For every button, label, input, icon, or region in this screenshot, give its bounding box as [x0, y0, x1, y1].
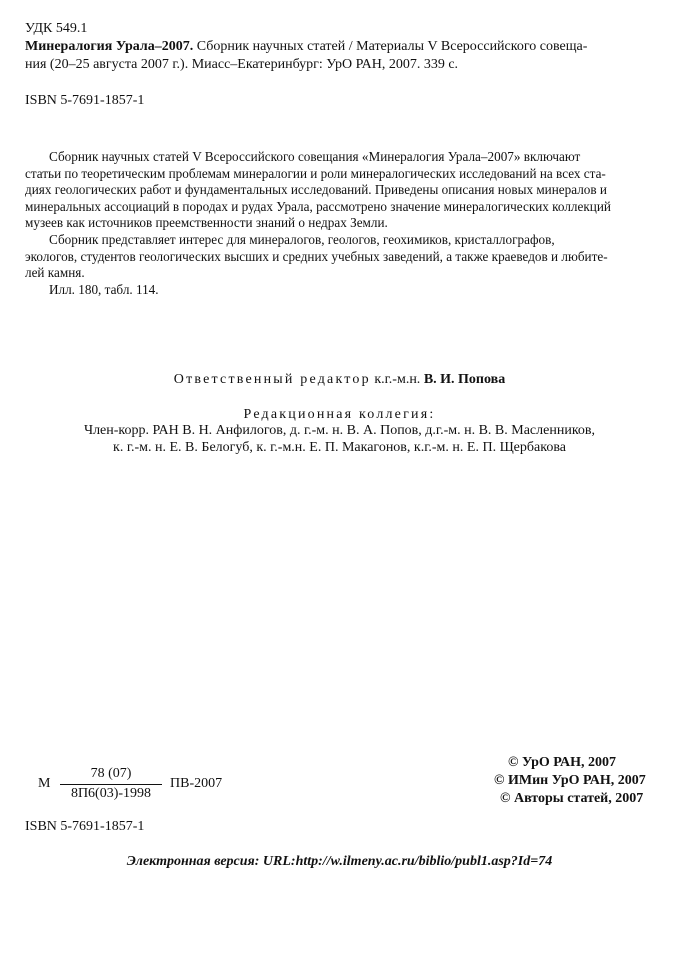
editorial-board-label: Редакционная коллегия:	[243, 407, 436, 422]
annotation-line: минеральных ассоциаций в породах и рудах Урала, рассмотрено значение минералогических коллекций	[25, 198, 611, 214]
annotation-line: лей камня.	[25, 265, 85, 281]
resp-editor-degree: к.г.-м.н.	[370, 372, 424, 387]
isbn-top: ISBN 5-7691-1857-1	[25, 93, 145, 108]
book-title: Минералогия Урала–2007.	[25, 39, 194, 54]
annotation-line: музеев как источников преемственности знаний о недрах Земли.	[25, 215, 388, 231]
copyright-line: © Авторы статей, 2007	[500, 791, 644, 806]
annotation-line: статьи по теоретическим проблемам минералогии и роли минералогических исследований на всех ста-	[25, 165, 606, 181]
annotation-line: Сборник представляет интерес для минералогов, геологов, геохимиков, кристаллографов,	[49, 231, 555, 247]
imprint-pv: ПВ-2007	[170, 776, 223, 791]
editorial-board-line: Член-корр. РАН В. Н. Анфилогов, д. г.-м. н. В. А. Попов, д.г.-м. н. В. В. Масленников,	[83, 423, 596, 438]
bibliographic-description	[25, 38, 648, 74]
annotation-line: диях геологических работ и фундаментальных исследований. Приведены описания новых минералов и	[25, 182, 607, 198]
bib-rest: Сборник научных статей / Материалы V Всероссийского совеща-	[193, 39, 588, 54]
copyright-line: © УрО РАН, 2007	[508, 755, 617, 770]
imprint-denominator: 8П6(03)-1998	[70, 786, 152, 801]
copyright-block	[480, 754, 648, 808]
editorial-board-line: к. г.-м. н. Е. В. Белогуб, к. г.-м.н. Е. П. Макагонов, к.г.-м. н. Е. П. Щербакова	[113, 440, 566, 455]
imprint-m: М	[38, 776, 51, 791]
illustrations-count: Илл. 180, табл. 114.	[49, 281, 159, 297]
electronic-version-link[interactable]: Электронная версия: URL:http://w.ilmeny.ac.ru/biblio/publ1.asp?Id=74	[126, 854, 553, 869]
copyright-line: © ИМин УрО РАН, 2007	[494, 773, 646, 788]
annotation-line: Сборник научных статей V Всероссийского совещания «Минералогия Урала–2007» включают	[49, 149, 581, 164]
annotation-line: экологов, студентов геологических высших и средних учебных заведений, а также краеведов и любите-	[25, 248, 608, 264]
isbn-bottom: ISBN 5-7691-1857-1	[25, 819, 145, 834]
responsible-editor	[0, 371, 679, 389]
resp-editor-label: Ответственный редактор	[173, 372, 371, 387]
resp-editor-name: В. И. Попова	[423, 372, 506, 387]
annotation	[25, 149, 650, 298]
imprint-numerator: 78 (07)	[90, 766, 132, 781]
imprint-fraction	[60, 765, 162, 803]
udk-code: УДК 549.1	[25, 21, 88, 36]
bib-line-2: ния (20–25 августа 2007 г.). Миасс–Екатеринбург: УрО РАН, 2007. 339 с.	[25, 57, 459, 72]
